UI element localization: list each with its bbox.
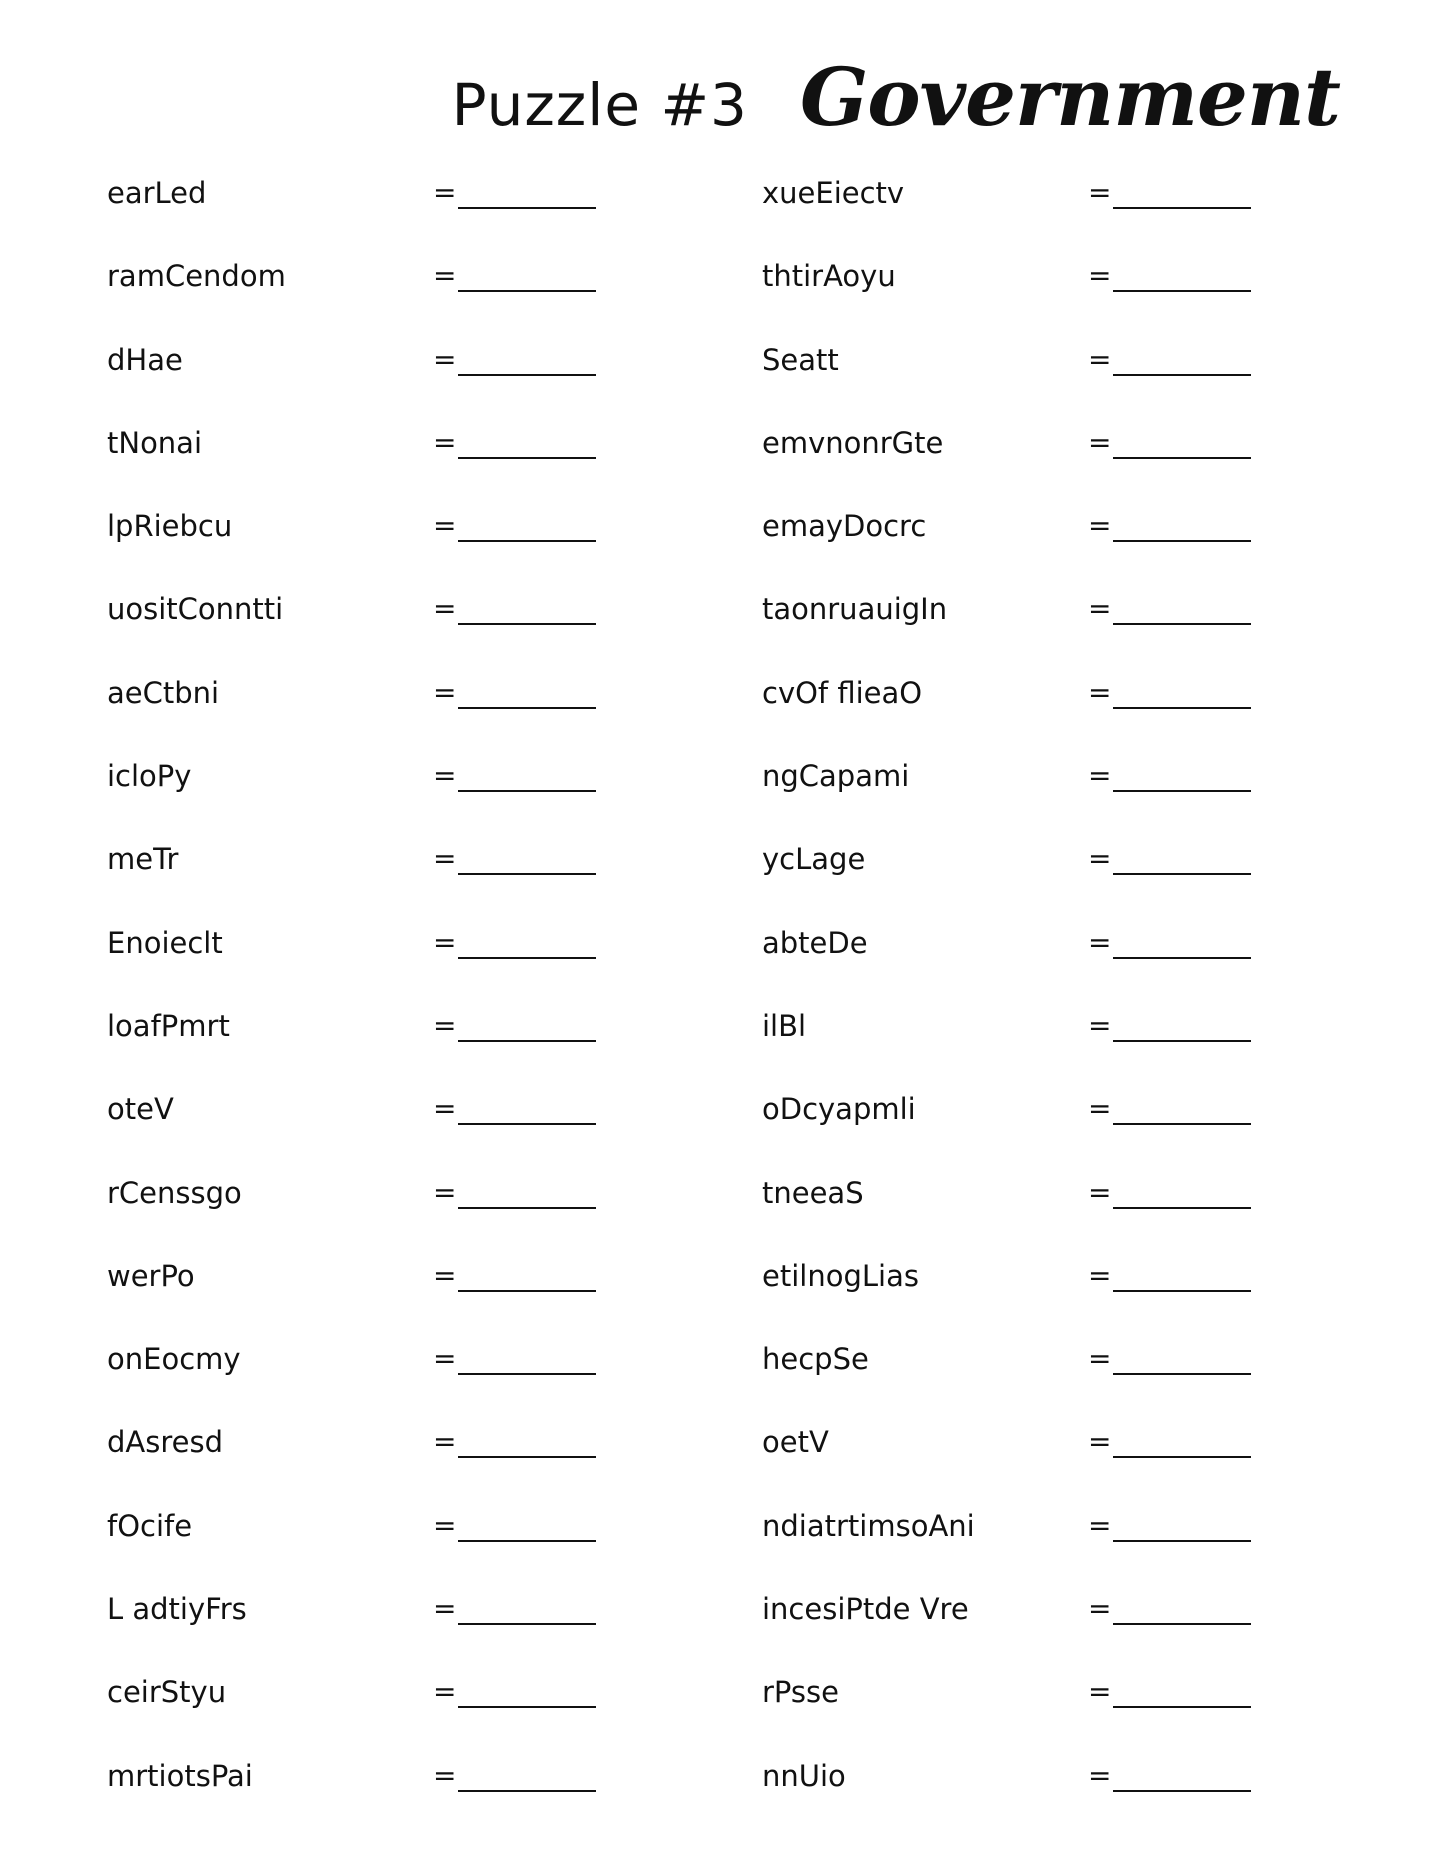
scramble-row [107,495,667,578]
scrambled-word: onEocmy [107,1342,241,1377]
scrambled-word: oteV [107,1092,174,1127]
answer-blank[interactable] [1113,1540,1251,1542]
equals-sign: = [433,675,457,709]
equals-sign: = [1088,176,1112,209]
answer-blank[interactable] [1113,1207,1251,1209]
answer-blank[interactable] [1113,873,1251,875]
scrambled-word: mrtiotsPai [107,1758,253,1793]
scramble-row [762,329,1322,412]
scrambled-word: cvOf flieaO [762,675,923,710]
scramble-row [762,1078,1322,1161]
scrambled-word: dAsresd [107,1425,223,1460]
answer-blank[interactable] [1113,457,1251,459]
puzzle-header [452,50,1340,144]
scramble-row [762,495,1322,578]
equals-sign: = [1088,1008,1112,1042]
answer-blank[interactable] [458,1790,596,1792]
equals-sign: = [1088,1258,1112,1292]
equals-sign: = [433,592,457,626]
scrambled-word: icloPy [107,759,192,794]
equals-sign: = [433,176,457,209]
scramble-row [107,162,667,245]
answer-blank[interactable] [1113,1123,1251,1125]
scramble-row [107,1578,667,1661]
answer-blank[interactable] [1113,1706,1251,1708]
answer-blank[interactable] [1113,207,1251,209]
answer-blank[interactable] [1113,790,1251,792]
equals-sign: = [433,1342,457,1376]
answer-blank[interactable] [458,1623,596,1625]
answer-blank[interactable] [1113,1790,1251,1792]
answer-blank[interactable] [458,207,596,209]
equals-sign: = [1088,1092,1112,1126]
scrambled-word: etilnogLias [762,1258,919,1293]
scrambled-word: werPo [107,1258,195,1293]
scramble-row [762,1495,1322,1578]
scramble-row [107,1745,667,1828]
equals-sign: = [433,1592,457,1626]
equals-sign: = [433,259,457,293]
scramble-row [107,745,667,828]
scramble-row [107,662,667,745]
scramble-row [107,1495,667,1578]
scramble-row [762,745,1322,828]
equals-sign: = [433,509,457,543]
scramble-row [762,412,1322,495]
equals-sign: = [1088,675,1112,709]
scramble-row [762,828,1322,911]
scrambled-word: ceirStyu [107,1675,227,1710]
scrambled-word: rPsse [762,1675,839,1710]
scrambled-word: fOcife [107,1508,193,1543]
equals-sign: = [1088,1675,1112,1709]
scrambled-word: abteDe [762,925,868,960]
scrambled-word: ndiatrtimsoAni [762,1508,975,1543]
equals-sign: = [433,1508,457,1542]
scramble-row [107,578,667,661]
answer-blank[interactable] [1113,1623,1251,1625]
scrambled-word: ngCapami [762,759,910,794]
answer-blank[interactable] [1113,374,1251,376]
equals-sign: = [1088,842,1112,876]
equals-sign: = [1088,592,1112,626]
scrambled-word: uositConntti [107,592,284,627]
scrambled-word: ramCendom [107,259,286,294]
scrambled-word: meTr [107,842,179,877]
answer-blank[interactable] [1113,1040,1251,1042]
equals-sign: = [1088,1342,1112,1376]
scramble-row [762,1745,1322,1828]
scrambled-word: dHae [107,342,183,377]
answer-blank[interactable] [1113,707,1251,709]
scramble-row [107,1245,667,1328]
scramble-row [762,162,1322,245]
equals-sign: = [433,1758,457,1792]
answer-blank[interactable] [458,1207,596,1209]
scrambled-word: oetV [762,1425,829,1460]
scrambled-word: lpRiebcu [107,509,233,544]
scrambled-word: nnUio [762,1758,846,1793]
scramble-row [762,1245,1322,1328]
answer-blank[interactable] [458,457,596,459]
scramble-row [107,329,667,412]
scramble-row [762,662,1322,745]
answer-blank[interactable] [458,374,596,376]
equals-sign: = [433,759,457,793]
scramble-row [107,912,667,995]
answer-blank[interactable] [458,707,596,709]
answer-blank[interactable] [1113,1456,1251,1458]
scramble-row [762,578,1322,661]
answer-blank[interactable] [458,1540,596,1542]
scrambled-word: emayDocrc [762,509,927,544]
equals-sign: = [1088,925,1112,959]
equals-sign: = [433,925,457,959]
scramble-row [762,1328,1322,1411]
scrambled-word: ycLage [762,842,866,877]
equals-sign: = [433,1092,457,1126]
answer-blank[interactable] [458,1290,596,1292]
answer-blank[interactable] [458,290,596,292]
right-word-column [762,162,1322,1828]
scrambled-word: incesiPtde Vre [762,1592,969,1627]
equals-sign: = [433,425,457,459]
answer-blank[interactable] [458,1373,596,1375]
scrambled-word: oDcyapmli [762,1092,916,1127]
answer-blank[interactable] [458,873,596,875]
scramble-row [107,1162,667,1245]
equals-sign: = [1088,509,1112,543]
scramble-row [107,245,667,328]
answer-blank[interactable] [1113,290,1251,292]
answer-blank[interactable] [458,1706,596,1708]
answer-blank[interactable] [458,1040,596,1042]
scrambled-word: emvnonrGte [762,425,944,460]
scramble-row [762,1162,1322,1245]
scrambled-word: ilBl [762,1008,807,1043]
scramble-row [762,912,1322,995]
scramble-row [762,1661,1322,1744]
scramble-row [107,828,667,911]
scramble-row [762,995,1322,1078]
equals-sign: = [433,1175,457,1209]
answer-blank[interactable] [458,957,596,959]
answer-blank[interactable] [1113,1373,1251,1375]
equals-sign: = [433,1258,457,1292]
equals-sign: = [433,1675,457,1709]
scramble-row [762,1578,1322,1661]
scrambled-word: xueEiectv [762,176,905,210]
answer-blank[interactable] [458,1123,596,1125]
answer-blank[interactable] [1113,1290,1251,1292]
scrambled-word: Seatt [762,342,839,377]
puzzle-number-label: Puzzle #3 [451,71,748,139]
scramble-row [107,1078,667,1161]
scrambled-word: tNonai [107,425,203,460]
scramble-row [107,412,667,495]
scramble-row [107,1411,667,1494]
scrambled-word: thtirAoyu [762,259,896,294]
answer-blank[interactable] [458,790,596,792]
scrambled-word: loafPmrt [107,1008,230,1043]
equals-sign: = [1088,759,1112,793]
equals-sign: = [1088,1508,1112,1542]
scrambled-word: L adtiyFrs [107,1592,247,1627]
scrambled-word: taonruauigIn [762,592,948,627]
equals-sign: = [433,342,457,376]
scrambled-word: rCenssgo [107,1175,242,1210]
scramble-row [107,995,667,1078]
equals-sign: = [1088,425,1112,459]
equals-sign: = [1088,259,1112,293]
equals-sign: = [1088,1175,1112,1209]
scramble-row [107,1661,667,1744]
scrambled-word: Enoieclt [107,925,223,960]
equals-sign: = [1088,342,1112,376]
scrambled-word: tneeaS [762,1175,864,1210]
scrambled-word: earLed [107,176,207,210]
scrambled-word: aeCtbni [107,675,220,710]
answer-blank[interactable] [458,623,596,625]
answer-blank[interactable] [458,540,596,542]
left-word-column [107,162,667,1828]
answer-blank[interactable] [1113,623,1251,625]
equals-sign: = [1088,1592,1112,1626]
equals-sign: = [433,1425,457,1459]
equals-sign: = [433,842,457,876]
scrambled-word: hecpSe [762,1342,869,1377]
equals-sign: = [433,1008,457,1042]
puzzle-topic-title: Government [799,50,1340,144]
answer-blank[interactable] [1113,957,1251,959]
equals-sign: = [1088,1758,1112,1792]
scramble-row [107,1328,667,1411]
answer-blank[interactable] [1113,540,1251,542]
scramble-row [762,245,1322,328]
answer-blank[interactable] [458,1456,596,1458]
equals-sign: = [1088,1425,1112,1459]
scramble-row [762,1411,1322,1494]
